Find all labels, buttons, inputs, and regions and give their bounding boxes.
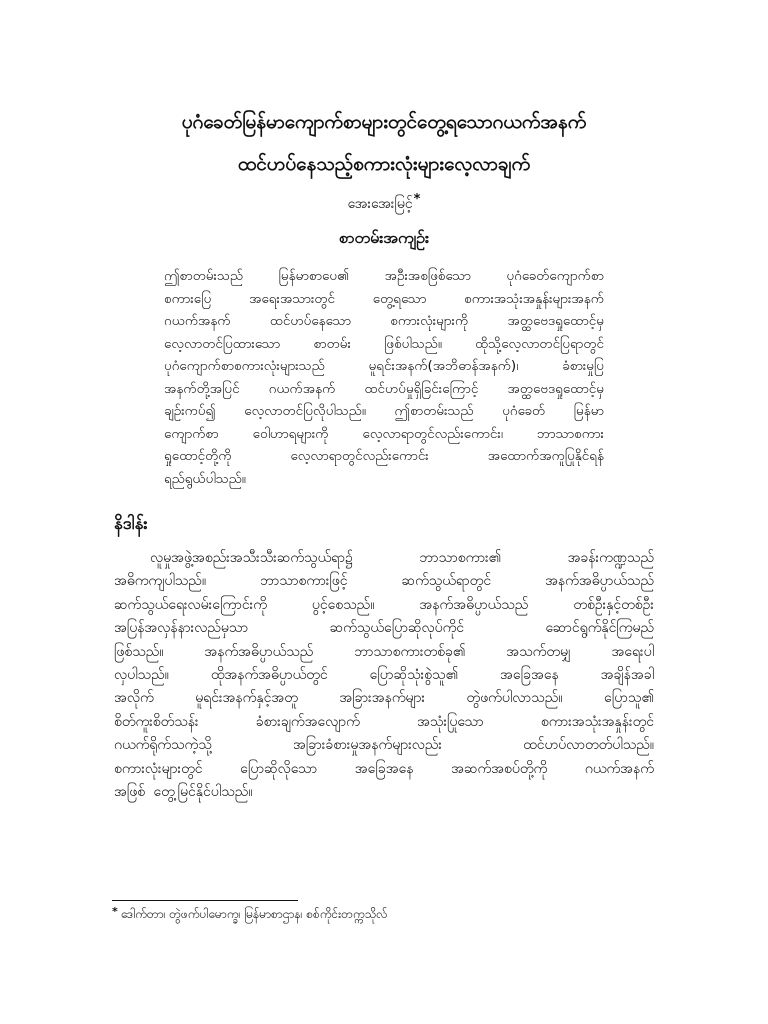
text-line [164,333,604,356]
word: ဂယက်အနက် [268,380,336,397]
word: ဂယက်အနက် [584,760,654,777]
word: အလိုက် [114,690,154,707]
text-line [114,547,654,570]
word: အတ္ထဗေဒရှုထောင့်မှ [507,313,604,329]
word: ထင်ဟပ်လာတတ်ပါသည်။ [523,737,654,754]
word: ဘာသာစကား၏ [419,550,502,566]
word: အရေးအသားတွင် [249,290,336,307]
word: ခံစားမှုပြ [562,358,604,374]
word: ကျောက်စာ [164,425,219,442]
word: ဘာသာစကားဖြင့် [260,573,348,590]
word: တွေ့မြင်နိုင်ပါသည်။ [153,783,253,800]
paper-title-line-2: ထင်ဟပ်နေသည့်စကားလုံးများလေ့လာချက် [237,153,531,175]
text-line [164,468,604,491]
word: ဤစာတမ်းသည် [394,403,474,419]
text-line [114,641,654,664]
word: အချိန်အခါ [600,666,654,683]
text-line [164,265,604,288]
word: ပုဂံကျောက်စာစကားလုံးများသည် [164,358,325,374]
word: အခန်းကဏ္ဍသည် [567,550,654,566]
word: စကားပြေ [164,290,212,307]
word: အဓိကကျပါသည်။ [114,573,207,590]
word: တွေ့ရသော [372,290,427,307]
footnote-text: ဒေါက်တာ၊ တွဲဖက်ပါမောက္ခ၊ မြန်မာစာဌာန၊ စစ်ကိုင်းတက္ကသိုလ် [120,907,388,921]
word: ထိုသို့လေ့လာတင်ပြရာတွင် [475,335,604,352]
word: ဘာသာစကား [537,425,604,442]
text-line [164,355,604,378]
word: စကားလုံးများတွင် [114,760,203,777]
text-line [114,781,654,804]
word: ထိုအနက်အဓိပ္ပာယ်တွင် [210,666,328,683]
word: အခြားခံစားမှုအနက်များလည်း [292,737,442,754]
word: အခြေအနေ [500,666,559,683]
introduction-heading: နိဒါန်း [114,514,148,534]
word: အရေးပါ [611,643,654,660]
text-line [114,664,654,687]
word: အနက်အဓိပ္ပာယ်သည် [204,643,314,660]
word: စကားလုံးများကို [390,313,469,329]
word: အခြားအနက်များ [339,690,426,707]
word: ဆက်သွယ်ရေးလမ်းကြောင်းကို [114,596,267,613]
word: အသုံးပြုသော [417,713,484,730]
word: လေ့လာတင်ပြလိုပါသည်။ [244,403,366,419]
text-line [164,378,604,401]
word: ပုဂံခေတ် [502,403,546,419]
word: အသက်တမျှ [506,643,571,660]
word: အနက်တို့အပြင် [164,380,240,397]
word: လှပါသည်။ [114,666,169,683]
word: စကားအသုံးအနှုန်းများအနက် [464,290,604,307]
footnote-mark: * [112,905,118,918]
author-line [0,193,768,215]
word: ပြောဆိုသုံးစွဲသူ၏ [369,666,459,683]
word: လူမှုအဖွဲ့အစည်းအသီးသီးဆက်သွယ်ရာ၌ [150,550,353,566]
text-line [114,734,654,757]
word: စကားအသုံးအနှုန်းတွင် [540,713,654,730]
word: အတ္ထဗေဒရှုထောင့်မှ [507,380,604,397]
word: အထောက်အကူပြုနိုင်ရန် [487,448,604,464]
word: ဖြစ်ပါသည်။ [384,335,442,352]
word: အဆက်အစပ်တို့ကို [451,760,548,777]
word: စိတ်ကူးစိတ်သန်း [114,713,199,730]
word: ပုဂံခေတ်ကျောက်စာ [506,268,604,284]
word: ဘာသာစကားတစ်ခု၏ [354,643,466,660]
word: အနက်အဓိပ္ပာယ်သည် [419,596,529,613]
text-line [114,758,654,781]
word: အပြန်အလှန်နားလည်မှသာ [114,620,249,637]
text-line [114,687,654,710]
word: အခြေအနေ [354,760,414,777]
word: ပြောဆိုလိုသော [240,760,318,777]
word: မြန်မာ [573,403,604,419]
word: အဖြစ် [114,783,146,800]
abstract-heading: စာတမ်းအကျဉ်း [338,228,430,247]
text-line [114,617,654,640]
text-line [114,711,654,734]
text-line [164,288,604,311]
word: မူရင်းအနက်(အဘိဓာန်အနက်)၊ [368,358,519,374]
word: ဖြစ်သည်။ [114,643,164,660]
word: ဆောင်ရွက်နိုင်ကြမည် [545,620,654,637]
word: ဝေါဟာရများကို [252,425,329,442]
word: မူရင်းအနက်နှင့်အတူ [195,690,298,707]
text-line [164,445,604,468]
author-name: အေးအေးမြင့် [347,196,413,212]
word: ဤစာတမ်းသည် [164,268,244,284]
word: ပွင့်စေသည်။ [311,596,375,613]
text-line [164,310,604,333]
word: လေ့လာရာတွင်လည်းကောင်း [290,448,429,464]
text-line [114,594,654,617]
text-line [164,423,604,446]
introduction-body [114,547,654,804]
word: ဆက်သွယ်ပြောဆိုလုပ်ကိုင် [329,620,465,637]
word: ပြောသူ၏ [603,690,654,707]
author-footnote-mark: * [413,192,421,207]
word: မြန်မာစာပေ၏ [278,268,350,284]
word: ခံစားချက်အလျောက် [255,713,360,730]
word: ချဉ်းကပ်၍ [164,403,216,419]
word: ရှုထောင့်တို့ကို [164,448,232,464]
word: လေ့လာရာတွင်လည်းကောင်း၊ [362,425,503,442]
footnote [112,904,387,924]
word: အနက်အဓိပ္ပာယ်သည် [545,573,654,590]
word: စာတမ်း [313,335,351,352]
paper-title-line-1: ပုဂံခေတ်မြန်မာကျောက်စာများတွင်တွေ့ရသောဂယက်အနက် [181,111,587,133]
word: လေ့လာတင်ပြထားသော [164,335,281,352]
word: ထင်ဟပ်နေသော [269,313,352,329]
word: အဦးအစဖြစ်သော [384,268,471,284]
word: တစ်ဦးနှင့်တစ်ဦး [573,596,654,613]
word: ထင်ဟပ်မှုရှိခြင်းကြောင့် [364,380,479,397]
word: ရည်ရွယ်ပါသည်။ [164,470,246,487]
footnote-separator [112,900,298,901]
word: ဂယက်အနက် [164,313,231,329]
text-line [164,400,604,423]
word: ဂယက်ရိုက်သကဲ့သို့ [114,737,212,754]
word: တွဲဖက်ပါလာသည်။ [466,690,563,707]
word: ဆက်သွယ်ရာတွင် [401,573,492,590]
abstract-body [164,265,604,490]
text-line [114,570,654,593]
